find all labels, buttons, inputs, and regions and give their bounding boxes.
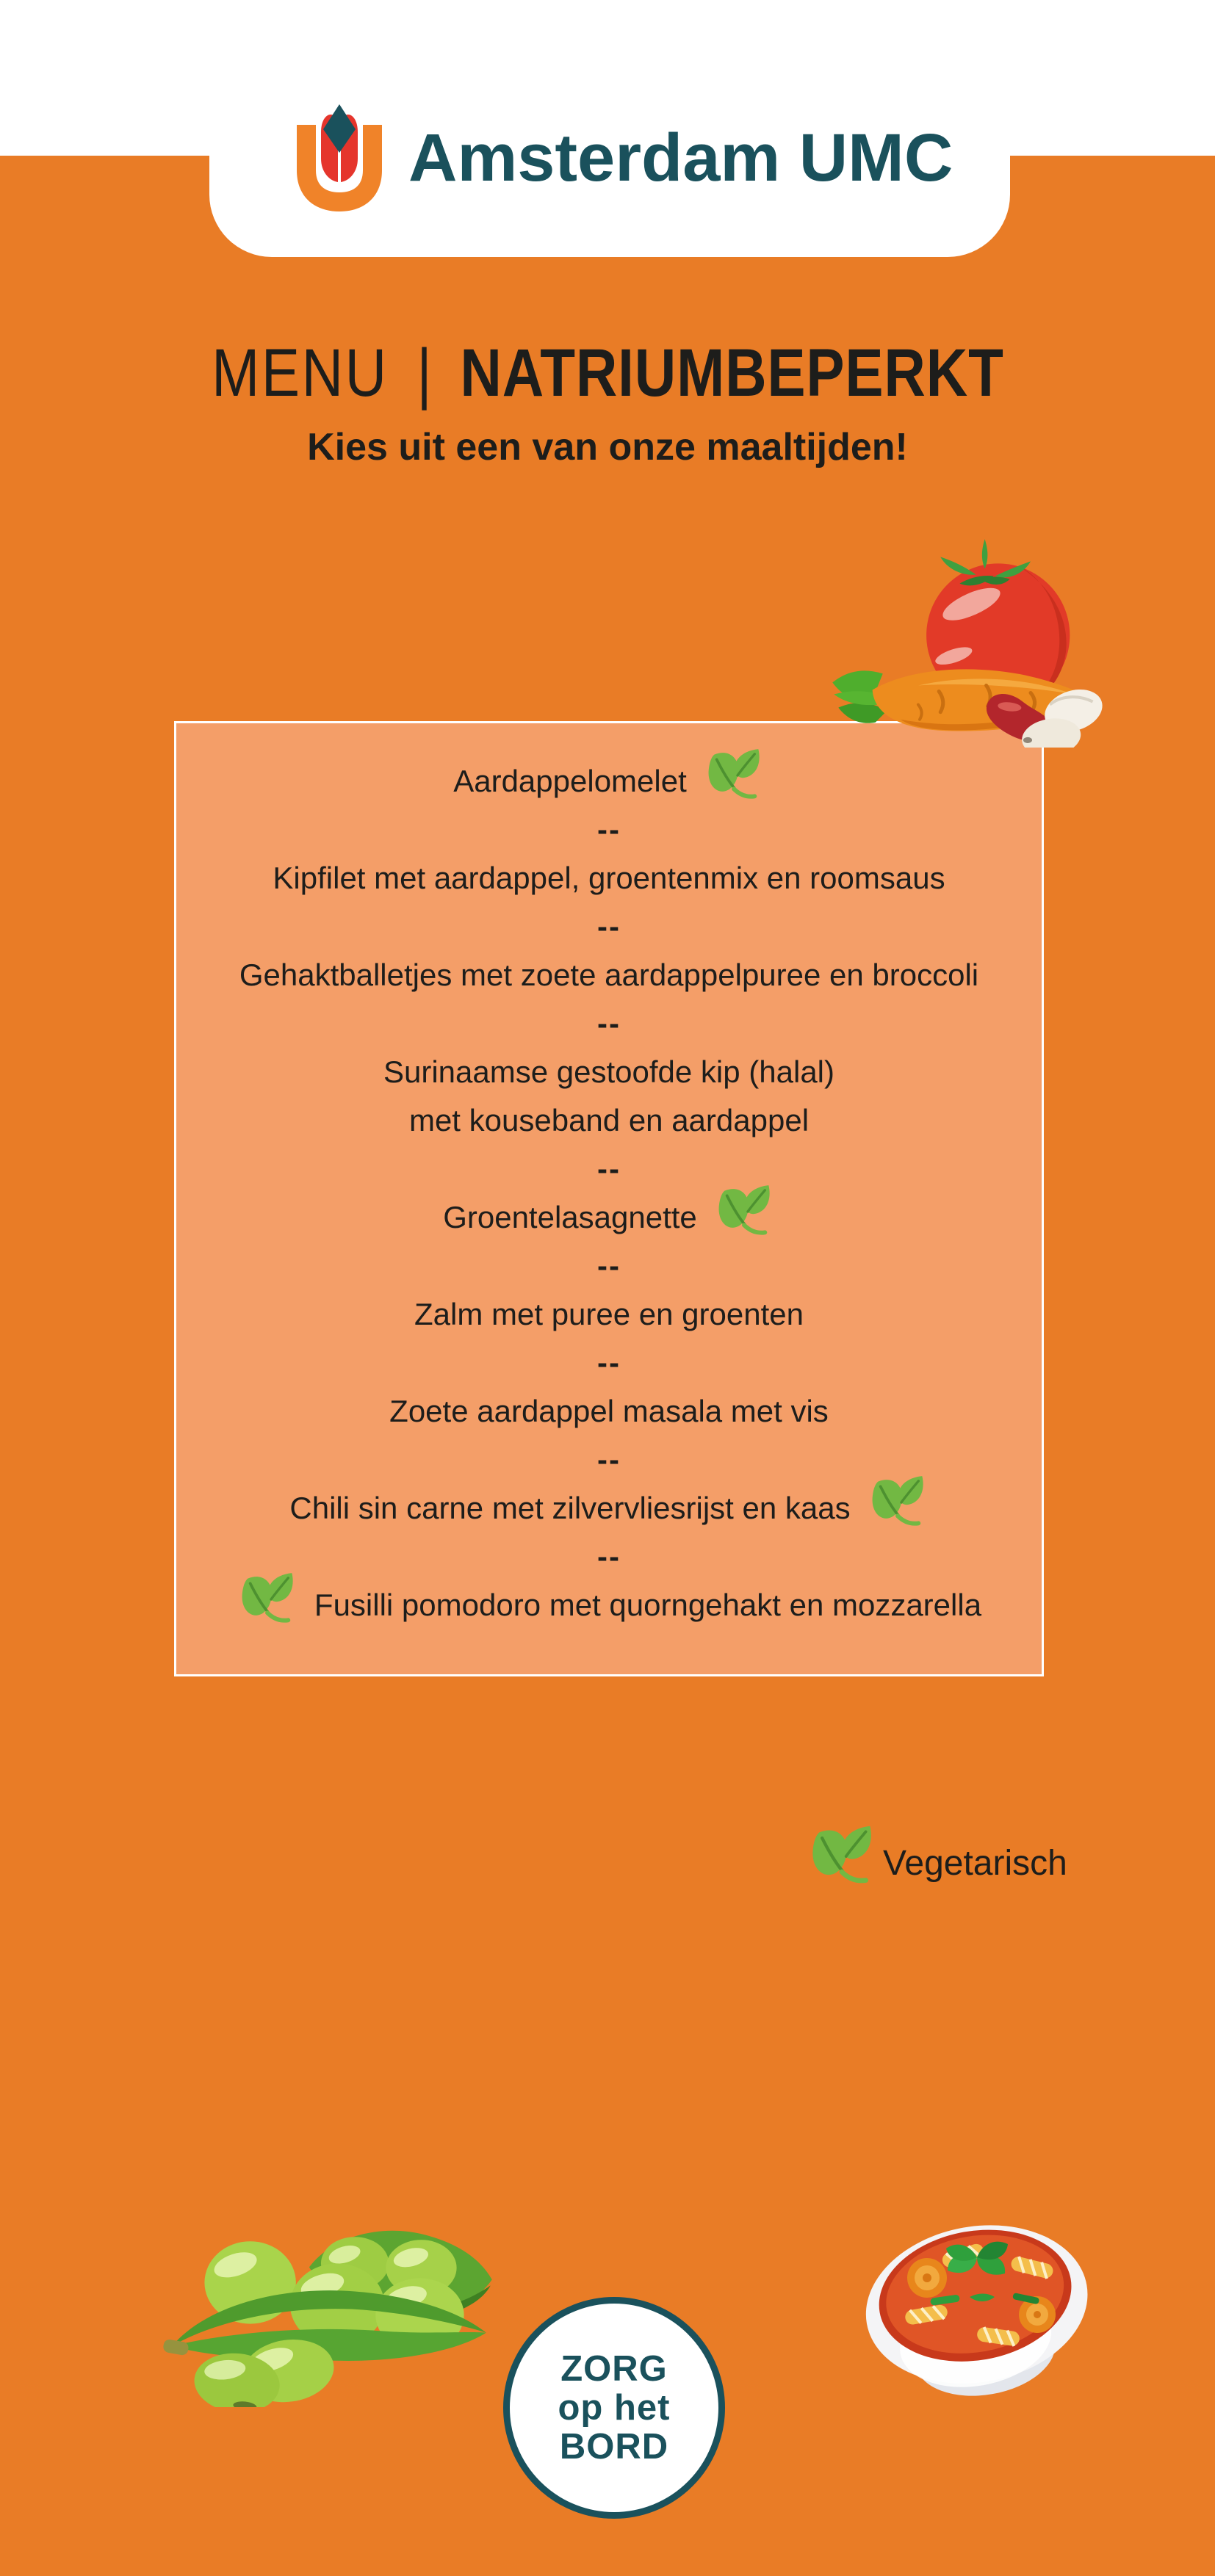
menu-panel xyxy=(174,721,1044,1676)
leaf-icon xyxy=(703,746,765,805)
menu-item xyxy=(176,951,1042,999)
title-separator: | xyxy=(416,336,432,410)
title-menu-label: MENU xyxy=(211,336,389,410)
menu-item-label: Surinaamse gestoofde kip (halal) xyxy=(383,1054,834,1089)
menu-separator xyxy=(176,1339,1042,1387)
leaf-icon xyxy=(807,1823,877,1890)
menu-separator-label: -- xyxy=(597,1442,621,1477)
menu-item-label: Kipfilet met aardappel, groentenmix en roomsaus xyxy=(273,861,945,895)
header-logo-tab xyxy=(209,0,1010,257)
menu-separator-label: -- xyxy=(597,909,621,944)
edamame-illustration xyxy=(162,2197,494,2407)
menu-list xyxy=(176,723,1042,1629)
menu-separator-label: -- xyxy=(597,1539,621,1574)
menu-item-label: Zoete aardappel masala met vis xyxy=(389,1394,829,1428)
menu-separator xyxy=(176,1145,1042,1193)
badge-line-2: op het xyxy=(558,2387,671,2428)
vegetarian-legend xyxy=(807,1823,1067,1894)
menu-item xyxy=(176,1048,1042,1096)
menu-item xyxy=(176,1193,1042,1242)
leaf-icon xyxy=(237,1570,298,1629)
badge-line-3: BORD xyxy=(559,2426,669,2467)
menu-separator xyxy=(176,902,1042,951)
menu-item-label: Groentelasagnette xyxy=(443,1200,697,1234)
legend-leaf-slot xyxy=(807,1823,877,1894)
logo-wordmark: Amsterdam UMC xyxy=(408,120,953,195)
menu-separator xyxy=(176,1242,1042,1290)
menu-separator-label: -- xyxy=(597,812,621,847)
menu-separator-label: -- xyxy=(597,1248,621,1283)
menu-item-label: Aardappelomelet xyxy=(453,764,687,798)
menu-item xyxy=(176,1290,1042,1339)
menu-item-label: Zalm met puree en groenten xyxy=(414,1297,804,1331)
menu-item xyxy=(176,757,1042,806)
title-diet-label: NATRIUMBEPERKT xyxy=(459,336,1004,410)
menu-item xyxy=(176,1387,1042,1436)
menu-separator-label: -- xyxy=(597,1006,621,1041)
amsterdam-umc-tulip-icon xyxy=(297,103,382,211)
menu-item-label: Gehaktballetjes met zoete aardappelpuree en broccoli xyxy=(239,958,979,992)
tomato-carrot-beans-illustration xyxy=(829,518,1115,748)
menu-separator-label: -- xyxy=(597,1345,621,1380)
menu-separator-label: -- xyxy=(597,1151,621,1186)
page-title xyxy=(0,336,1215,410)
menu-item xyxy=(176,1096,1042,1145)
menu-item-label: Chili sin carne met zilvervliesrijst en kaas xyxy=(289,1491,851,1525)
legend-label: Vegetarisch xyxy=(883,1844,1067,1883)
menu-item xyxy=(176,854,1042,902)
menu-separator xyxy=(176,806,1042,854)
leaf-icon xyxy=(867,1473,929,1532)
menu-item xyxy=(176,1581,1042,1629)
menu-item-label: met kouseband en aardappel xyxy=(408,1103,810,1137)
menu-separator xyxy=(176,999,1042,1048)
leaf-icon xyxy=(713,1182,775,1241)
soup-bowl-illustration xyxy=(859,2210,1096,2412)
page-subtitle: Kies uit een van onze maaltijden! xyxy=(307,426,908,468)
menu-item-label: Fusilli pomodoro met quorngehakt en mozzarella xyxy=(314,1588,982,1622)
menu-item xyxy=(176,1484,1042,1533)
zorg-op-het-bord-badge xyxy=(503,2297,725,2519)
badge-line-1: ZORG xyxy=(560,2348,668,2389)
menu-separator xyxy=(176,1533,1042,1581)
